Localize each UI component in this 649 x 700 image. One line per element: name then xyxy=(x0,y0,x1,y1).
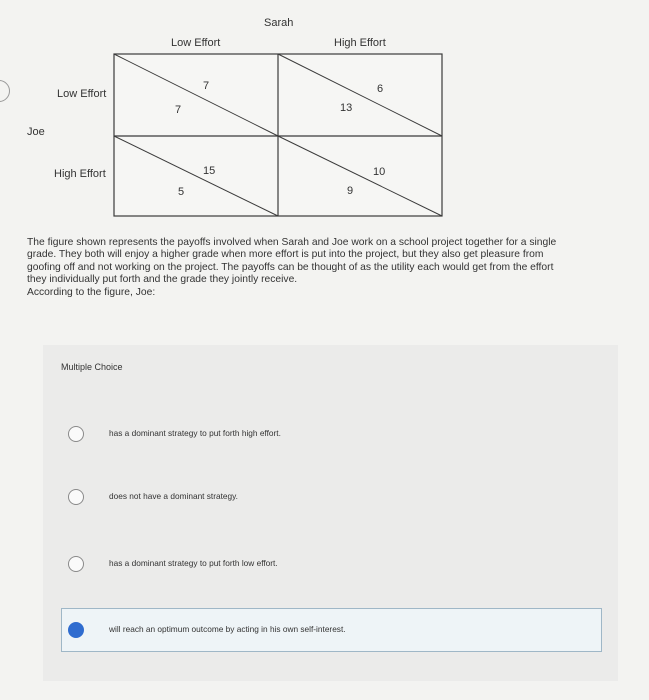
radio-button[interactable] xyxy=(68,489,84,505)
payoff-joe-high-high: 9 xyxy=(347,185,354,197)
column-header-low-effort: Low Effort xyxy=(171,37,221,49)
radio-button-selected[interactable] xyxy=(68,622,84,638)
radio-button[interactable] xyxy=(68,426,84,442)
payoff-sarah-low-low: 7 xyxy=(203,80,210,92)
question-line: The figure shown represents the payoffs involved when Sarah and Joe work on a school project together for a single xyxy=(27,237,557,248)
radio-button[interactable] xyxy=(68,556,84,572)
payoff-sarah-low-high: 6 xyxy=(377,83,384,95)
question-text xyxy=(27,237,627,299)
payoff-joe-low-low: 7 xyxy=(175,104,182,116)
row-header-high-effort: High Effort xyxy=(54,168,106,180)
choice-option-high-effort[interactable] xyxy=(61,417,601,453)
row-player-label: Joe xyxy=(27,126,45,138)
payoff-matrix xyxy=(0,0,649,230)
multiple-choice-label: Multiple Choice xyxy=(61,362,123,372)
choice-option-self-interest[interactable] xyxy=(61,608,602,652)
choice-label: does not have a dominant strategy. xyxy=(109,491,238,501)
choice-label: has a dominant strategy to put forth high effort. xyxy=(109,428,281,438)
question-line: grade. They both will enjoy a higher grade when more effort is put into the project, but they also get pleasure from xyxy=(27,249,544,261)
payoff-joe-high-low: 5 xyxy=(178,186,185,198)
choice-option-no-dominant[interactable] xyxy=(61,480,601,516)
choice-label: will reach an optimum outcome by acting in his own self-interest. xyxy=(109,624,346,634)
question-prompt: According to the figure, Joe: xyxy=(27,286,156,298)
row-header-low-effort: Low Effort xyxy=(57,88,107,100)
question-line: they individually put forth and the grade they jointly receive. xyxy=(27,274,298,286)
column-header-high-effort: High Effort xyxy=(334,37,386,49)
choice-label: has a dominant strategy to put forth low effort. xyxy=(109,558,278,568)
payoff-joe-low-high: 13 xyxy=(340,102,353,114)
choice-option-low-effort[interactable] xyxy=(61,547,601,583)
payoff-sarah-high-high: 10 xyxy=(373,166,386,178)
column-player-label: Sarah xyxy=(264,17,294,29)
multiple-choice-card xyxy=(43,345,618,681)
payoff-sarah-high-low: 15 xyxy=(203,165,216,177)
question-line: goofing off and not working on the project. The payoffs can be thought of as the utility each would get from the effort xyxy=(27,261,554,273)
